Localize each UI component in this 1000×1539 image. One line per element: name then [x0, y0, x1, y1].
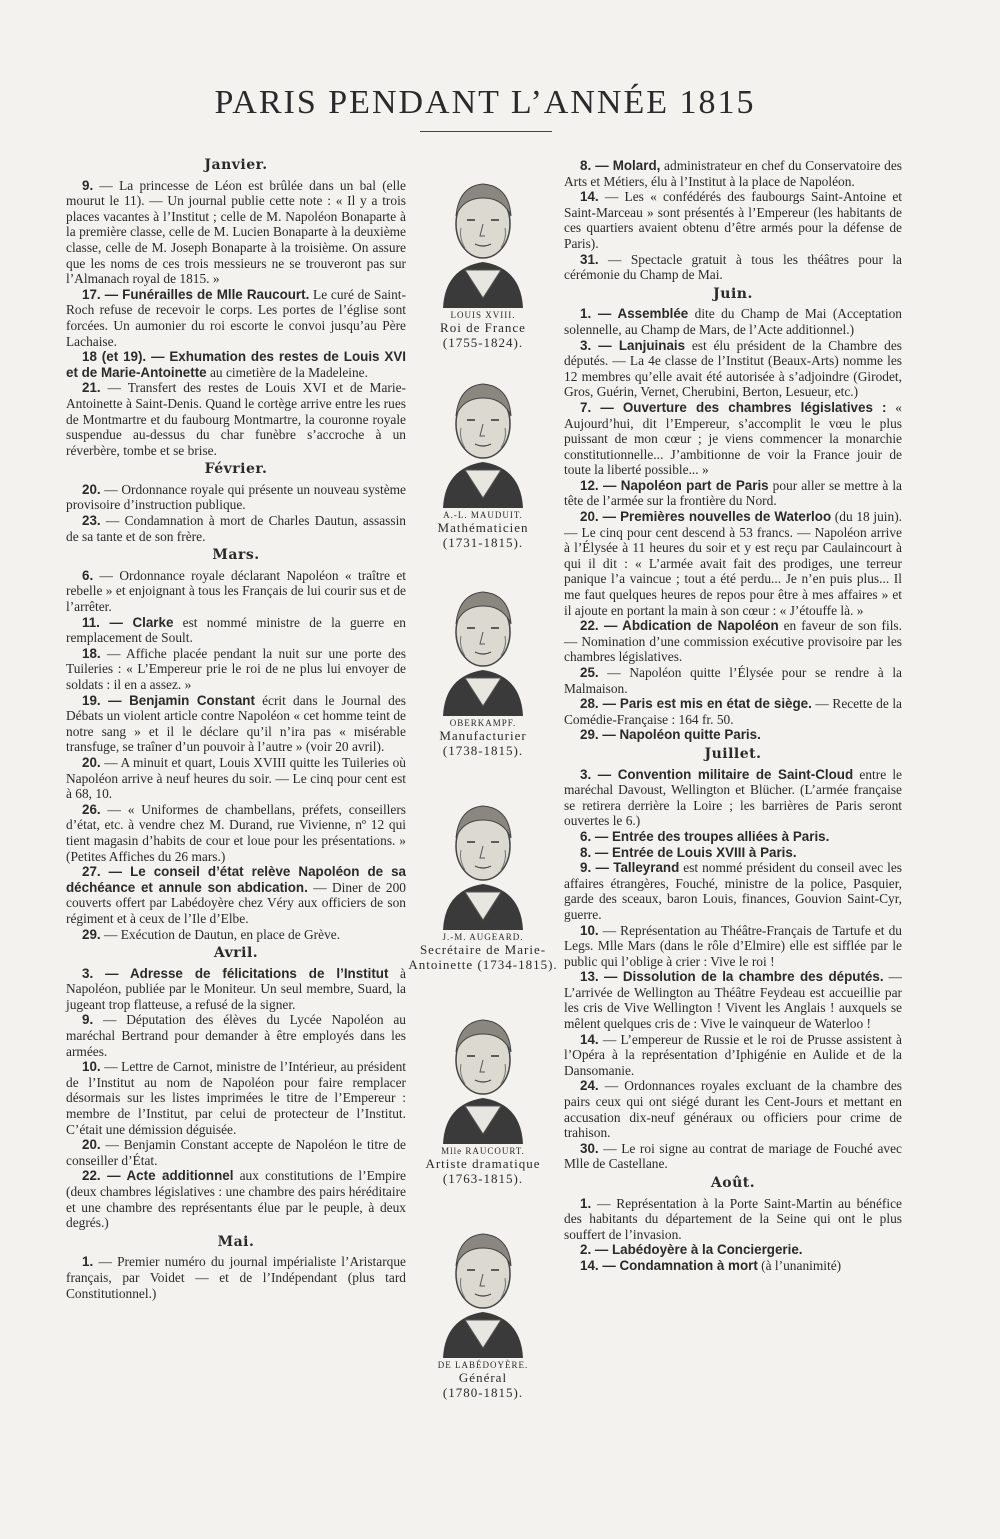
entry-lead: 29. — [82, 926, 101, 942]
portrait-name: A.-L. MAUDUIT. — [443, 510, 523, 520]
portrait-name: DE LABÉDOYÈRE. — [437, 1360, 529, 1370]
entry-text: — Recette de la Comédie-Française : 164 fr. 50. — [564, 696, 903, 727]
entry-text: est élu président de la Chambre des députés. — La 4e classe de l’Institut (Beaux-Arts) nomme les 12 membres qu’elle avait été autorisée à s’adjoindre (Girodet, Gros, Guérin, Vernet, Cherubini, Berton, Lesueur, etc.) — [564, 337, 902, 400]
entry — [66, 482, 406, 513]
entry-lead: 14. — [580, 189, 599, 205]
month-heading: Mai. — [217, 1233, 255, 1250]
entry — [564, 1141, 902, 1172]
portrait-engraving — [423, 994, 543, 1144]
entry — [66, 966, 406, 1013]
entry-text: — Lettre de Carnot, ministre de l’Intérieur, au président de l’Institut au nom de Napoléon pour faire remplacer désormais sur les listes imprimées le titre de l’Empereur : membre de l’Institut, par celui de protecteur de l’Institut. C’était une démission déguisée. — [66, 1059, 406, 1137]
entry-text: — Représentation au Théâtre-Français de Tartufe et du Legs. Mlle Mars (dans le rôle d’Elmire) elle est sifflée par le public qui l’oblige à crier : Vive le roi ! — [564, 922, 902, 969]
entry — [564, 158, 902, 189]
entry-lead: 11. — Clarke — [82, 614, 174, 630]
portrait-dates: (1780-1815). — [442, 1385, 524, 1400]
entry — [66, 1059, 406, 1137]
entry-text: dite du Champ de Mai (Acceptation solennelle, au Champ de Mars, de l’Acte additionnel.) — [564, 306, 902, 337]
entry-text: est nommé président du conseil avec les affaires étrangères, Fouché, ministre de la police, Pasquier, garde des sceaux, baron Louis, finances, Gouvion Saint-Cyr, guerre. — [564, 860, 903, 922]
entry-lead: 1. — Assemblée — [580, 306, 689, 322]
portrait-name: Mlle RAUCOURT. — [441, 1146, 525, 1156]
portrait-engraving — [423, 780, 543, 930]
entry — [66, 1137, 406, 1168]
entry — [564, 727, 902, 743]
entry — [66, 864, 406, 926]
entry — [66, 615, 406, 646]
entry — [564, 338, 902, 400]
portrait-title: Général — [458, 1370, 508, 1385]
month-heading: Août. — [710, 1175, 756, 1191]
entry-lead: 8. — Molard, — [580, 158, 661, 173]
portrait-dates: (1763-1815). — [442, 1171, 524, 1186]
portrait-name: OBERKAMPF. — [449, 718, 517, 728]
entry-lead: 22. — Acte additionnel — [82, 1168, 234, 1184]
entry — [564, 696, 902, 727]
entry-text: — Premier numéro du journal impérialiste l’Aristarque français, par Voidet — et de l’Indépendant (plus tard Constitutionnel.) — [66, 1254, 406, 1301]
entry-text: pour aller se mettre à la tête de l’armée sur la frontière du Nord. — [564, 477, 902, 509]
entry — [66, 349, 406, 380]
entry-lead: 27. — Le conseil d’état relève Napoléon de sa déchéance et annule son abdication. — [66, 864, 406, 895]
portrait-dates: (1755-1824). — [442, 335, 524, 350]
entry-lead: 26. — [82, 801, 101, 817]
right-column — [564, 158, 902, 1274]
entry — [66, 1254, 406, 1301]
entry-lead: 7. — Ouverture des chambres législatives : — [580, 399, 887, 415]
portrait-block — [408, 994, 558, 1186]
entry — [66, 287, 406, 349]
portrait-title: Roi de France — [440, 320, 526, 335]
portrait-title: Mathématicien — [437, 520, 529, 535]
portrait-engraving — [423, 158, 543, 308]
entry — [564, 845, 902, 861]
entry-text: — A minuit et quart, Louis XVIII quitte les Tuileries où Napoléon arrive à neuf heures du soir. — Le cinq pour cent est à 68, 10. — [66, 754, 406, 802]
entry — [66, 755, 406, 802]
entry-text: — Ordonnance royale déclarant Napoléon « traître et rebelle » et enjoignant à tous les Français de lui courir sus et de l’arrêter. — [66, 567, 406, 615]
entry-text: au cimetière de la Madeleine. — [206, 364, 368, 380]
entry-lead: 19. — Benjamin Constant — [82, 692, 255, 708]
entry-lead: 1. — [580, 1195, 592, 1211]
portrait-block — [408, 566, 558, 758]
entry-lead: 14. — [580, 1031, 599, 1047]
entry-text: (à l’unanimité) — [757, 1257, 842, 1273]
entry-text: — Le roi signe au contrat de mariage de Fouché avec Mlle de Castellane. — [564, 1140, 902, 1172]
month-heading: Février. — [204, 461, 268, 478]
entry — [564, 306, 902, 337]
entry-text: — La princesse de Léon est brûlée dans un bal (elle mourut le 11). — Un journal publie cette note : « Il y a trois places vacantes à l’Institut ; celle de M. Napoléon Bonaparte à la première classe, celle de M. Lucien Bonaparte à la deuxième classe, celle de M. Joseph Bonaparte à la troisième. On assure que les noms de ces trois messieurs ne se trouveront pas sur l’Almanach royal de 1815. » — [66, 177, 406, 287]
entry-lead: 20. — Premières nouvelles de Waterloo — [580, 509, 832, 525]
portrait-block — [408, 358, 558, 550]
entry — [564, 1078, 902, 1140]
portrait-engraving — [423, 566, 543, 716]
month-heading: Juin. — [713, 285, 753, 302]
entry — [564, 189, 902, 251]
portrait-dates: Antoinette (1734-1815). — [408, 957, 558, 972]
month-heading: Juillet. — [704, 745, 762, 762]
entry-text: (du 18 juin). — Le cinq pour cent descend à 53 francs. — Napoléon arrive à l’Élysée à 11 heures du soir et y est reçu par Caulaincourt à qui il dit : « L’armée avait fait des prodiges, une terreur panique l’a vaincue ; tout a été perdu... Je n’en puis plus... Il me faut quelques heures de repos pour être à mes affaires » et il ajoute en portant la main à son cœur : « J’étouffe là. » — [564, 509, 903, 618]
entry-lead: 18 (et 19). — Exhumation des restes de Louis XVI et de Marie-Antoinette — [66, 349, 406, 380]
entry — [564, 860, 902, 922]
portrait-block — [408, 780, 558, 972]
entry-text: — Ordonnances royales excluant de la chambre des pairs ceux qui ont siégé durant les Cent-Jours et mettant en accusation dix-neuf généraux ou officiers pour crime de trahison. — [564, 1078, 902, 1141]
entry-text: — Condamnation à mort de Charles Dautun, assassin de sa tante et de son frère. — [66, 513, 406, 544]
entry-lead: 9. — [82, 1012, 94, 1028]
entry — [66, 568, 406, 615]
entry-text: écrit dans le Journal des Débats un violent article contre Napoléon « cet homme teint de notre sang » et il le déclare qu’il n’ira pas « misérable transfuge, se traîner d’un pouvoir à l’autre » (voir 20 avril). — [66, 692, 406, 755]
portrait-name: J.-M. AUGEARD. — [442, 932, 524, 942]
entry-text: — Diner de 200 couverts offert par Labédoyère chez Véry aux officiers de son régiment et à ceux de l’Ile d’Elbe. — [66, 879, 406, 926]
portrait-title: Artiste dramatique — [425, 1156, 541, 1171]
entry-lead: 1. — [82, 1254, 94, 1270]
entry-lead: 28. — Paris est mis en état de siège. — [580, 696, 812, 712]
entry-lead: 24. — [580, 1078, 599, 1094]
portrait-dates: (1738-1815). — [442, 743, 524, 758]
entry-lead: 13. — Dissolution de la chambre des députés. — [580, 969, 884, 985]
entry-lead: 20. — [82, 1137, 101, 1153]
portrait-engraving — [423, 358, 543, 508]
entry-text: — Exécution de Dautun, en place de Grève. — [100, 926, 341, 942]
entry-lead: 14. — Condamnation à mort — [580, 1257, 758, 1273]
entry-text: — Transfert des restes de Louis XVI et de Marie-Antoinette à Saint-Denis. Quand le cortège arrive entre les rues de Montmartre et du faubourg Montmartre, la couronne royale suspendue au-dessus du char funèbre s’accroche à un réverbère, tombe et se brise. — [66, 380, 406, 458]
month-heading: Mars. — [212, 547, 260, 564]
entry-text: administrateur en chef du Conservatoire des Arts et Métiers, élu à l’Institut à la place de Napoléon. — [564, 158, 902, 189]
title-rule — [420, 131, 552, 132]
entry — [66, 1168, 406, 1230]
entry — [564, 1258, 902, 1274]
left-column — [66, 158, 406, 1301]
entry — [66, 646, 406, 693]
entry-text: Le curé de Saint-Roch refuse de recevoir le corps. Les portes de l’église sont forcées. Un aumonier du roi escorte le convoi jusqu’au Père Lachaise. — [66, 286, 406, 349]
page-title: PARIS PENDANT L’ANNÉE 1815 — [214, 84, 756, 121]
portrait-name: LOUIS XVIII. — [450, 310, 516, 320]
entry-text: — Députation des élèves du Lycée Napoléon au maréchal Bertrand pour demander à être employés dans les armées. — [66, 1012, 406, 1059]
entry-text: entre le maréchal Davoust, Wellington et Blücher. (L’armée française se retirera derrière la Loire ; les barrières de Paris seront ouvertes le 6.) — [564, 766, 902, 829]
entry-lead: 9. — Talleyrand — [580, 860, 680, 876]
entry — [564, 618, 902, 665]
entry-lead: 21. — [82, 380, 101, 396]
entry-text: — L’empereur de Russie et le roi de Prusse assistent à l’Opéra à la représentation d’Iphigénie en Aulide et de la Dansomanie. — [564, 1031, 902, 1078]
entry — [66, 927, 406, 943]
entry — [564, 1196, 902, 1243]
entry-lead: 6. — [82, 567, 94, 583]
entry-lead: 20. — [82, 481, 101, 497]
entry-text: « Aujourd’hui, dit l’Empereur, s’accomplit le vœu le plus puissant de mon cœur ; je viens commencer la monarchie constitutionnelle... J’ambitionne de voir la France jouir de toute la liberté possible... » — [564, 399, 902, 478]
entry-text: — L’arrivée de Wellington au Théâtre Feydeau est accueillie par les cris de Vive Wellington ! Vivent les Anglais ! auxquels se mêlent quelques cris de : Vive le vainqueur de Waterloo ! — [564, 969, 902, 1032]
entry — [66, 1012, 406, 1059]
entry-lead: 8. — Entrée de Louis XVIII à Paris. — [580, 844, 797, 860]
entry-lead: 12. — Napoléon part de Paris — [580, 477, 769, 493]
entry — [564, 509, 902, 618]
entry-lead: 10. — [82, 1059, 101, 1075]
entry — [66, 693, 406, 755]
entry — [564, 252, 902, 283]
entry — [66, 380, 406, 458]
entry-lead: 18. — [82, 645, 101, 661]
portrait-engraving — [423, 1208, 543, 1358]
month-heading: Janvier. — [204, 157, 268, 173]
portrait-title: Manufacturier — [439, 728, 527, 743]
entry-lead: 22. — Abdication de Napoléon — [580, 618, 779, 634]
entry — [564, 478, 902, 509]
entry-text: — Affiche placée pendant la nuit sur une porte des Tuileries : « L’Empereur prie le roi de ne plus lui envoyer de soldats : il en a assez. » — [66, 645, 406, 692]
entry-lead: 3. — Adresse de félicitations de l’Institut — [82, 965, 389, 981]
entry — [66, 802, 406, 864]
entry-lead: 23. — [82, 513, 101, 529]
entry-lead: 2. — Labédoyère à la Conciergerie. — [580, 1242, 803, 1258]
portrait-block — [408, 158, 558, 350]
portrait-dates: (1731-1815). — [442, 535, 524, 550]
entry-text: — Ordonnance royale qui présente un nouveau système provisoire d’instruction publique. — [66, 481, 406, 513]
entry-text: est nommé ministre de la guerre en remplacement de Soult. — [66, 614, 407, 646]
entry-text: — Napoléon quitte l’Élysée pour se rendre à la Malmaison. — [564, 665, 902, 696]
entry — [564, 829, 902, 845]
entry-text: — Les « confédérés des faubourgs Saint-Antoine et Saint-Marceau » sont présentés à l’Empereur (les habitants de ces quartiers avaient obtenu d’être armés pour la défense de Paris). — [564, 189, 902, 251]
portrait-title: Secrétaire de Marie- — [419, 942, 547, 957]
entry-lead: 30. — [580, 1140, 599, 1156]
entry — [66, 513, 406, 544]
portrait-block — [408, 1208, 558, 1400]
entry-lead: 20. — [82, 754, 101, 770]
entry — [564, 1032, 902, 1079]
entry-text: en faveur de son fils. — Nomination d’une commission exécutive provisoire par les chambres législatives. — [564, 618, 902, 665]
entry-text: aux constitutions de l’Empire (deux chambres législatives : une chambre des pairs héréditaire et une chambre des représentants élue par le peuple, à deux degrés.) — [66, 1168, 407, 1231]
entry — [564, 400, 902, 478]
entry-lead: 17. — Funérailles de Mlle Raucourt. — [82, 286, 310, 302]
entry — [564, 969, 902, 1031]
entry-lead: 25. — [580, 665, 599, 680]
entry — [66, 178, 406, 287]
entry-text: — « Uniformes de chambellans, préfets, conseillers d’état, etc. à vendre chez M. Durand, rue Vivienne, nº 12 qui tient magasin d’habits de cour et loue pour les présentations. » (Petites Affiches du 26 mars.) — [66, 801, 406, 864]
entry-lead: 3. — Lanjuinais — [580, 337, 686, 353]
entry — [564, 1242, 902, 1258]
entry-lead: 9. — [82, 177, 94, 193]
entry-text: — Spectacle gratuit à tous les théâtres pour la cérémonie du Champ de Mai. — [564, 251, 902, 283]
entry-text: — Benjamin Constant accepte de Napoléon le titre de conseiller d’État. — [66, 1137, 406, 1168]
entry-text: à Napoléon, publiée par le Moniteur. Un seul membre, Suard, la jugeant trop flatteuse, a refusé de la signer. — [66, 965, 406, 1012]
entry — [564, 923, 902, 970]
month-heading: Avril. — [213, 945, 259, 962]
entry-lead: 10. — [580, 922, 599, 938]
entry-lead: 3. — Convention militaire de Saint-Cloud — [580, 766, 854, 782]
entry-lead: 6. — Entrée des troupes alliées à Paris. — [580, 828, 830, 844]
entry — [564, 665, 902, 696]
entry-text: — Représentation à la Porte Saint-Martin au bénéfice des habitants du département de la Seine qui ont le plus souffert de l’invasion. — [564, 1195, 902, 1242]
entry-lead: 31. — [580, 251, 599, 267]
entry — [564, 767, 902, 829]
entry-lead: 29. — Napoléon quitte Paris. — [580, 727, 761, 743]
